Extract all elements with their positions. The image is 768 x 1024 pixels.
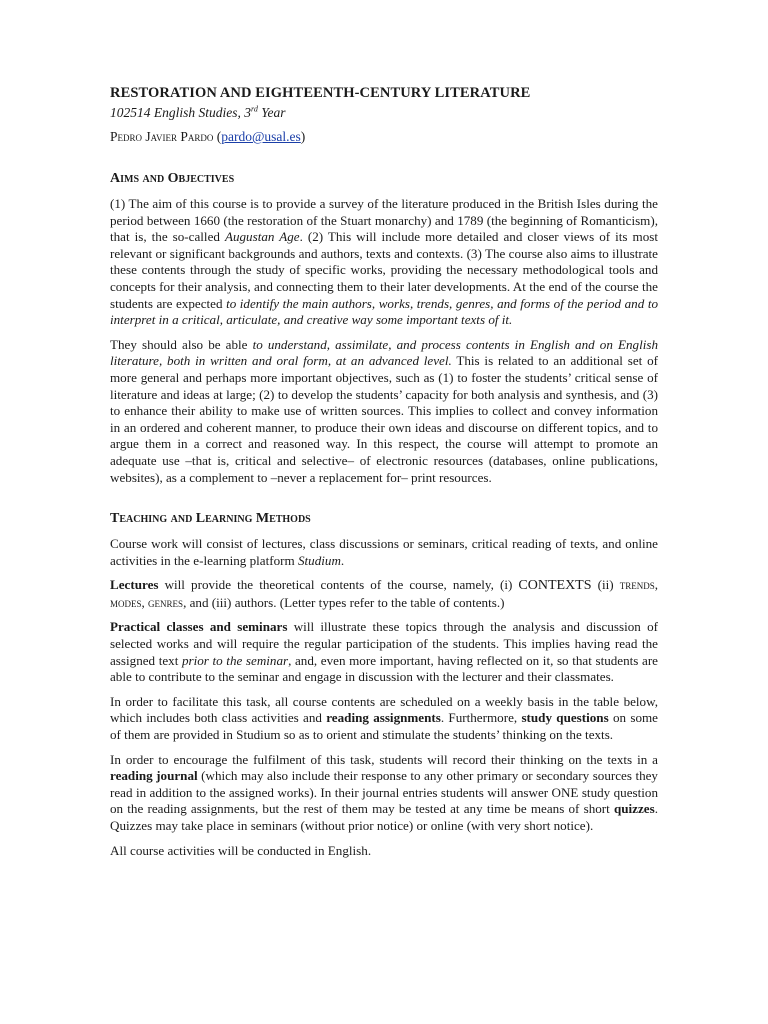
methods-paragraph-6: All course activities will be conducted in English. [110,842,372,858]
methods-paragraph-1: Course work will consist of lectures, class discussions or seminars, critical reading of texts, and online activities in the e-learning platform Studium. [110,536,658,568]
methods-paragraph-4: In order to facilitate this task, all course contents are scheduled on a weekly basis in the table below, which includes both class activities and reading assignments. Furthermore, study questions on some of them are provided in Studium so as to orient and stimulate the students’ thinking on the texts. [110,693,658,743]
course-code-text: 102514 English Studies, 3 [110,105,251,120]
course-code [110,104,658,122]
methods-heading: Teaching and Learning Methods [110,511,311,527]
methods-paragraph-3: Practical classes and seminars will illustrate these topics through the analysis and discussion of selected works and will require the regular participation of the students. This implies having read the assigned text prior to the seminar, and, even more important, having reflected on it, so that students are able to contribute to the seminar and engage in discussion with the lecturer and their classmates. [110,619,658,685]
methods-paragraph-2: Lectures will provide the theoretical contents of the course, namely, (i) CONTEXTS (ii) trends, modes, genres, and (iii) authors. (Letter types refer to the table of contents.) [110,577,658,610]
author-email-link[interactable]: pardo@usal.es [221,129,301,144]
course-code-tail: Year [257,105,286,120]
aims-heading: Aims and Objectives [110,171,235,186]
methods-paragraph-5: In order to encourage the fulfilment of this task, students will record their thinking on the texts in a reading journal (which may also include their response to any other primary or secondary sources they read in addition to the assigned works). In their journal entries students will answer ONE study question on the reading assignments, but the rest of them may be tested at any time be means of short quizzes. Quizzes may take place in seminars (without prior notice) or online (with very short notice). [110,751,658,833]
author-line: Pedro Javier Pardo (pardo@usal.es) [110,129,306,144]
document-title: RESTORATION AND EIGHTEENTH-CENTURY LITERATURE [110,85,531,101]
aims-paragraph-2: They should also be able to understand, assimilate, and process contents in English and on English literature, both in written and oral form, at an advanced level. This is related to an additional set of more general and perhaps more important objectives, such as (1) to foster the students’ critical sense of literature and ideas at large; (2) to develop the students’ capacity for both analysis and synthesis, and (3) to enhance their ability to make use of written sources. This implies to collect and convey information in an ordered and coherent manner, to produce their own ideas and discourse on different topics, and to argue them in a correct and reasoned way. In this respect, the course will attempt to promote an adequate use –that is, critical and selective– of electronic resources (databases, online publications, websites), as a complement to –never a replacement for– print resources. [110,336,658,485]
course-code-sup: rd [251,104,258,114]
author-name: Pedro Javier Pardo [110,129,214,144]
aims-paragraph-1: (1) The aim of this course is to provide a survey of the literature produced in the British Isles during the period between 1660 (the restoration of the Stuart monarchy) and 1789 (the beginning of Romanticism), that is, the so-called Augustan Age. (2) This will include more detailed and closer views of its most relevant or significant backgrounds and authors, texts and contexts. (3) The course also aims to illustrate these contents through the study of specific works, providing the necessary methodological tools and concepts for their analysis, and connecting them to their later developments. At the end of the course the students are expected to identify the main authors, works, trends, genres, and forms of the period and to interpret in a critical, articulate, and creative way some important texts of it. [110,196,659,328]
